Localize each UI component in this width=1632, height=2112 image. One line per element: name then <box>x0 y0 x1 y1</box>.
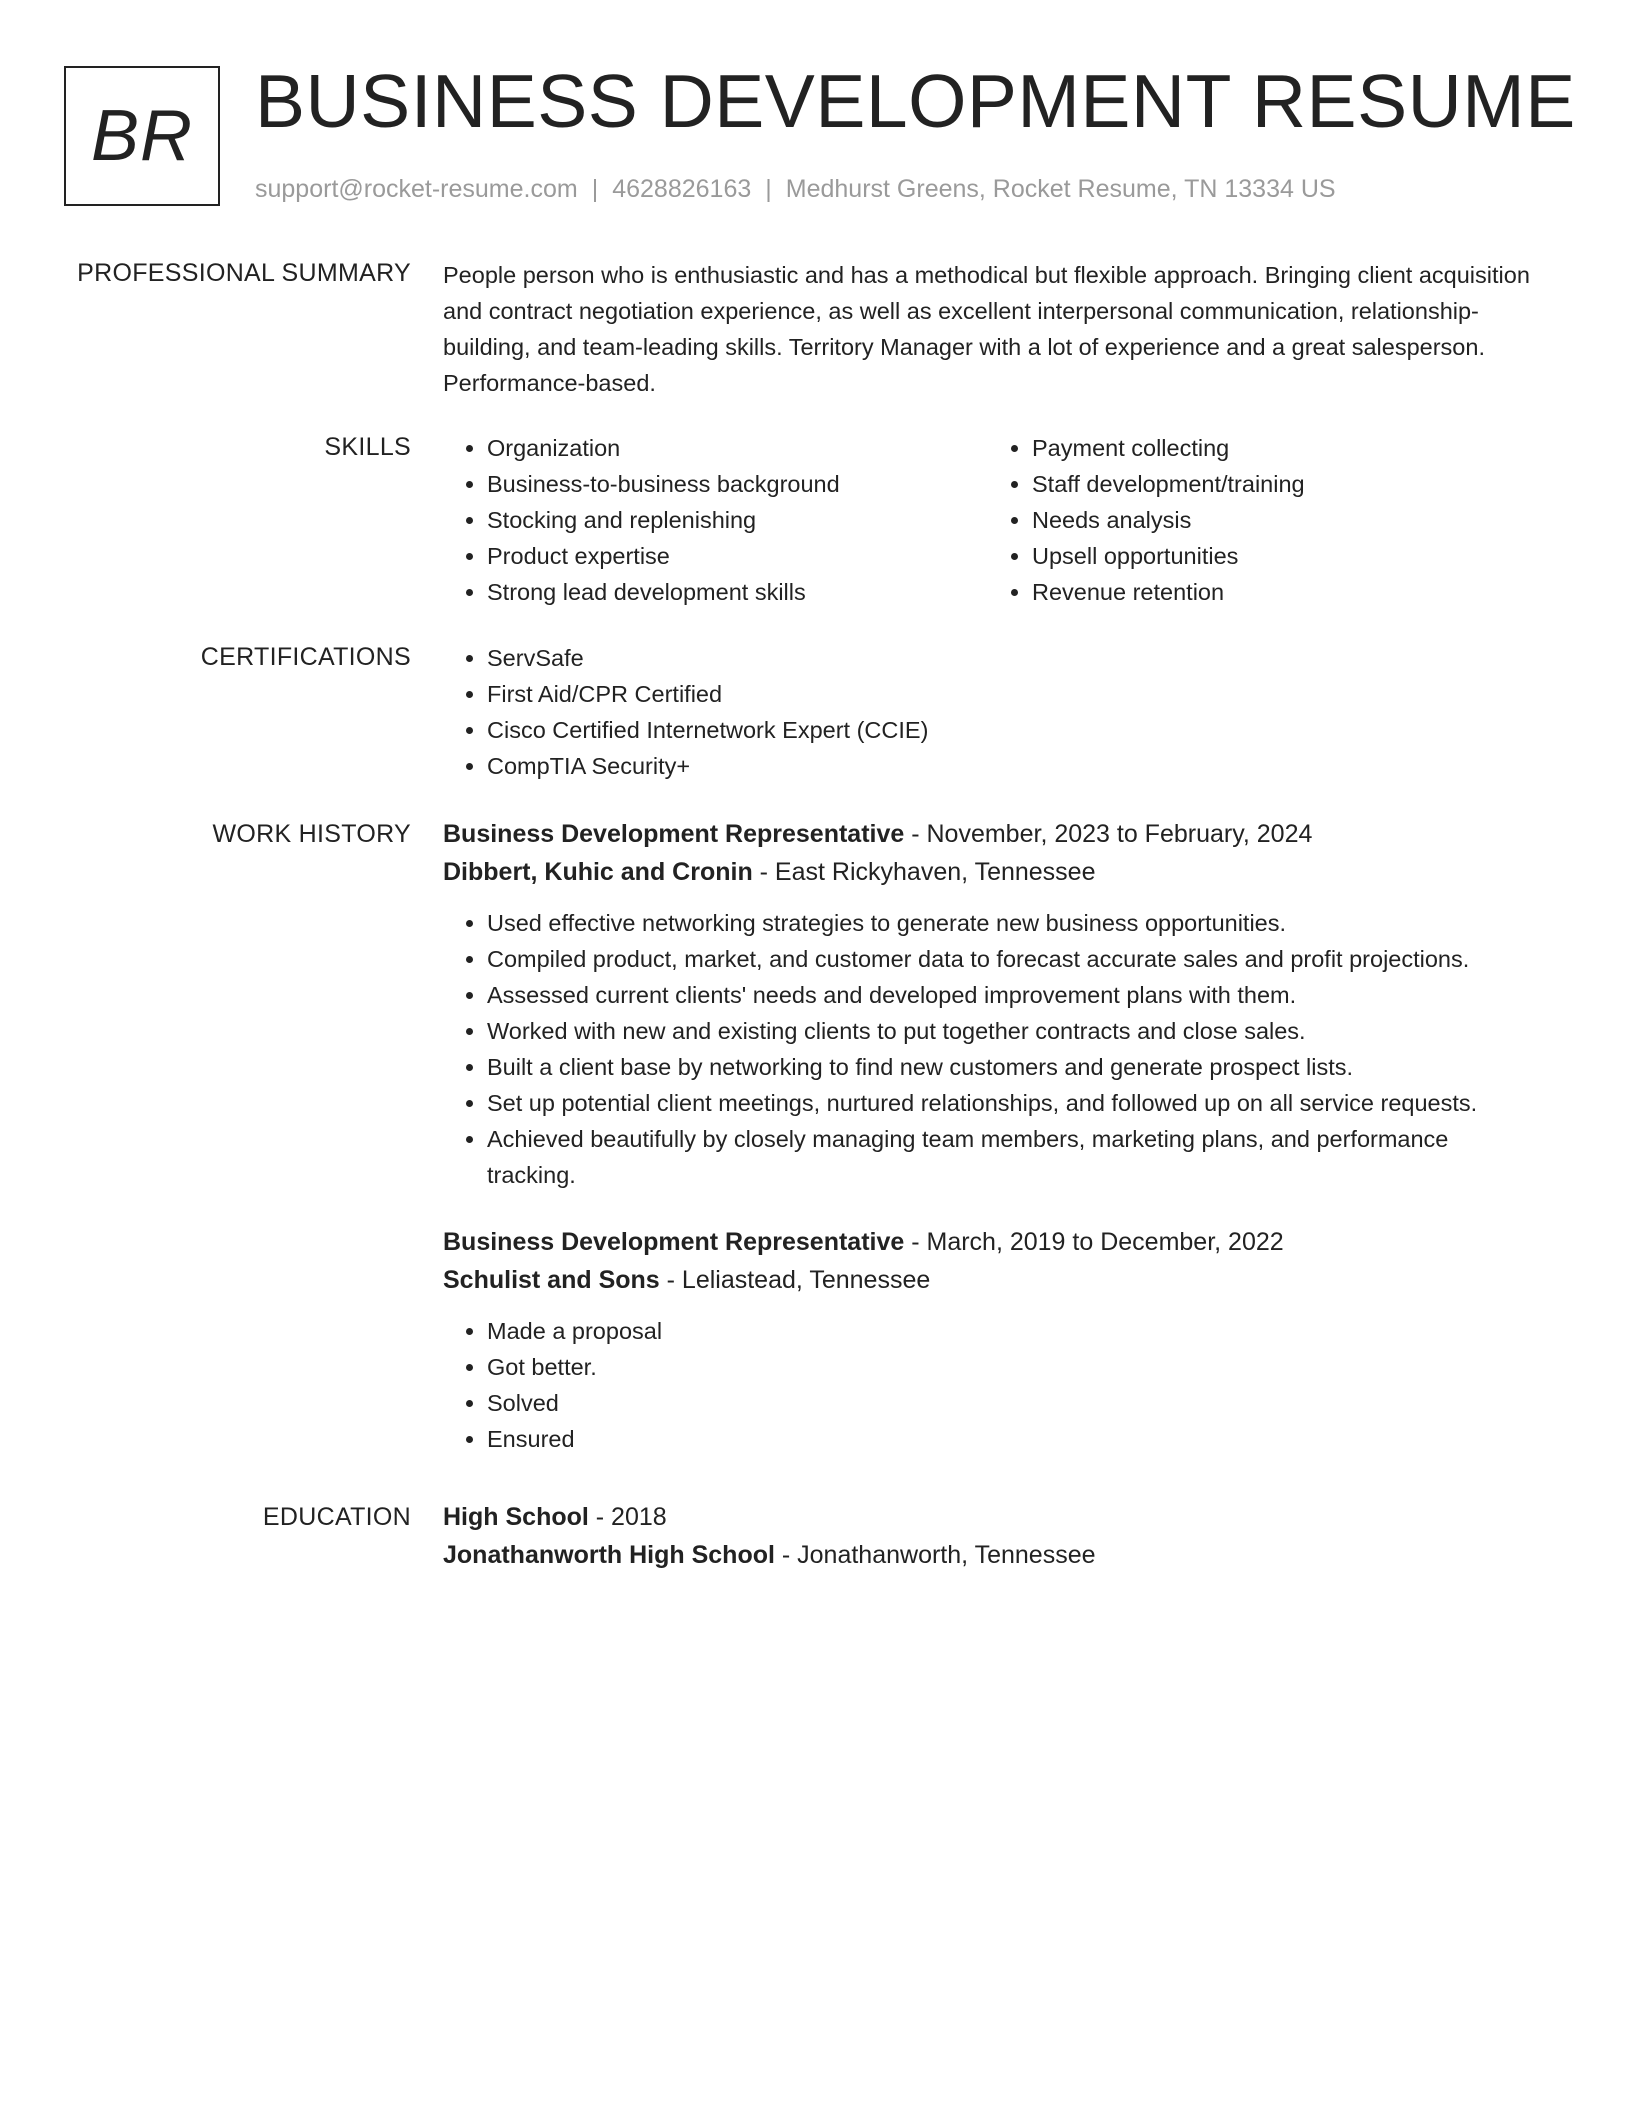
monogram-box <box>64 66 220 206</box>
skill-item: • Organization <box>487 430 988 466</box>
education-body <box>443 1498 1533 1574</box>
section-label-work-history: WORK HISTORY <box>212 820 411 848</box>
job-dates: - March, 2019 to December, 2022 <box>904 1228 1284 1256</box>
contact-address: Medhurst Greens, Rocket Resume, TN 13334 US <box>785 175 1336 203</box>
contact-email: support@rocket-resume.com <box>255 175 578 203</box>
certification-item: • ServSafe <box>487 640 1533 676</box>
skill-item: • Product expertise <box>487 538 988 574</box>
job-company: Dibbert, Kuhic and Cronin <box>443 858 753 886</box>
skill-item: • Staff development/training <box>1032 466 1533 502</box>
job-dates: - November, 2023 to February, 2024 <box>904 820 1313 848</box>
skill-item: • Stocking and replenishing <box>487 502 988 538</box>
section-label-summary: PROFESSIONAL SUMMARY <box>77 259 411 287</box>
job-title-line <box>443 815 1533 853</box>
monogram-initials: BR <box>90 96 194 176</box>
skill-item: • Revenue retention <box>1032 574 1533 610</box>
certifications-list <box>443 640 1533 784</box>
job-entry <box>443 815 1533 1193</box>
job-duties-list <box>443 905 1533 1193</box>
education-school-line <box>443 1536 1533 1574</box>
skill-item: • Business-to-business background <box>487 466 988 502</box>
contact-separator: | <box>591 175 599 203</box>
education-degree: High School <box>443 1503 589 1531</box>
certifications-body <box>443 640 1533 784</box>
contact-separator: | <box>765 175 772 203</box>
section-label-certifications: CERTIFICATIONS <box>200 643 411 671</box>
job-company: Schulist and Sons <box>443 1266 660 1294</box>
contact-line <box>255 172 1336 206</box>
job-duty: • Got better. <box>487 1349 1533 1385</box>
job-location: - Leliastead, Tennessee <box>659 1266 931 1294</box>
job-company-line <box>443 1261 1533 1299</box>
section-label-education: EDUCATION <box>262 1503 411 1531</box>
job-duty: • Worked with new and existing clients to put together contracts and close sales. <box>487 1013 1533 1049</box>
job-duty: • Achieved beautifully by closely managing team members, marketing plans, and performance tracking. <box>487 1121 1533 1193</box>
skills-list-right <box>988 430 1533 610</box>
education-year: - 2018 <box>588 1503 667 1531</box>
job-duties-list <box>443 1313 1533 1457</box>
job-duty: • Ensured <box>487 1421 1533 1457</box>
job-title: Business Development Representative <box>443 1228 905 1256</box>
section-label-skills: SKILLS <box>324 433 411 461</box>
summary-body <box>443 257 1533 401</box>
skills-list-left <box>443 430 988 610</box>
job-company-line <box>443 853 1533 891</box>
job-duty: • Used effective networking strategies to generate new business opportunities. <box>487 905 1533 941</box>
summary-text: People person who is enthusiastic and has a methodical but flexible approach. Bringing client acquisition and contract negotiation experience, as well as excellent interpersonal communication, relationship-building, and team-leading skills. Territory Manager with a lot of experience and a great salesperson. Performance-based. <box>443 262 1530 396</box>
contact-phone: 4628826163 <box>612 175 752 203</box>
certification-item: • CompTIA Security+ <box>487 748 1533 784</box>
job-entry <box>443 1223 1533 1457</box>
skill-item: • Needs analysis <box>1032 502 1533 538</box>
job-duty: • Made a proposal <box>487 1313 1533 1349</box>
skill-item: • Payment collecting <box>1032 430 1533 466</box>
job-duty: • Built a client base by networking to find new customers and generate prospect lists. <box>487 1049 1533 1085</box>
certification-item: • Cisco Certified Internetwork Expert (CCIE) <box>487 712 1533 748</box>
education-school: Jonathanworth High School <box>443 1541 775 1569</box>
skill-item: • Strong lead development skills <box>487 574 988 610</box>
job-title: Business Development Representative <box>443 820 905 848</box>
skills-body <box>443 430 1533 610</box>
skill-item: • Upsell opportunities <box>1032 538 1533 574</box>
certification-item: • First Aid/CPR Certified <box>487 676 1533 712</box>
education-degree-line <box>443 1498 1533 1536</box>
job-duty: • Set up potential client meetings, nurtured relationships, and followed up on all service requests. <box>487 1085 1533 1121</box>
job-duty: • Compiled product, market, and customer data to forecast accurate sales and profit projections. <box>487 941 1533 977</box>
job-duty: • Assessed current clients' needs and developed improvement plans with them. <box>487 977 1533 1013</box>
job-duty: • Solved <box>487 1385 1533 1421</box>
education-location: - Jonathanworth, Tennessee <box>774 1541 1096 1569</box>
resume-title: BUSINESS DEVELOPMENT RESUME <box>255 59 1576 143</box>
job-title-line <box>443 1223 1533 1261</box>
work-history-body <box>443 815 1533 1457</box>
job-location: - East Rickyhaven, Tennessee <box>752 858 1096 886</box>
